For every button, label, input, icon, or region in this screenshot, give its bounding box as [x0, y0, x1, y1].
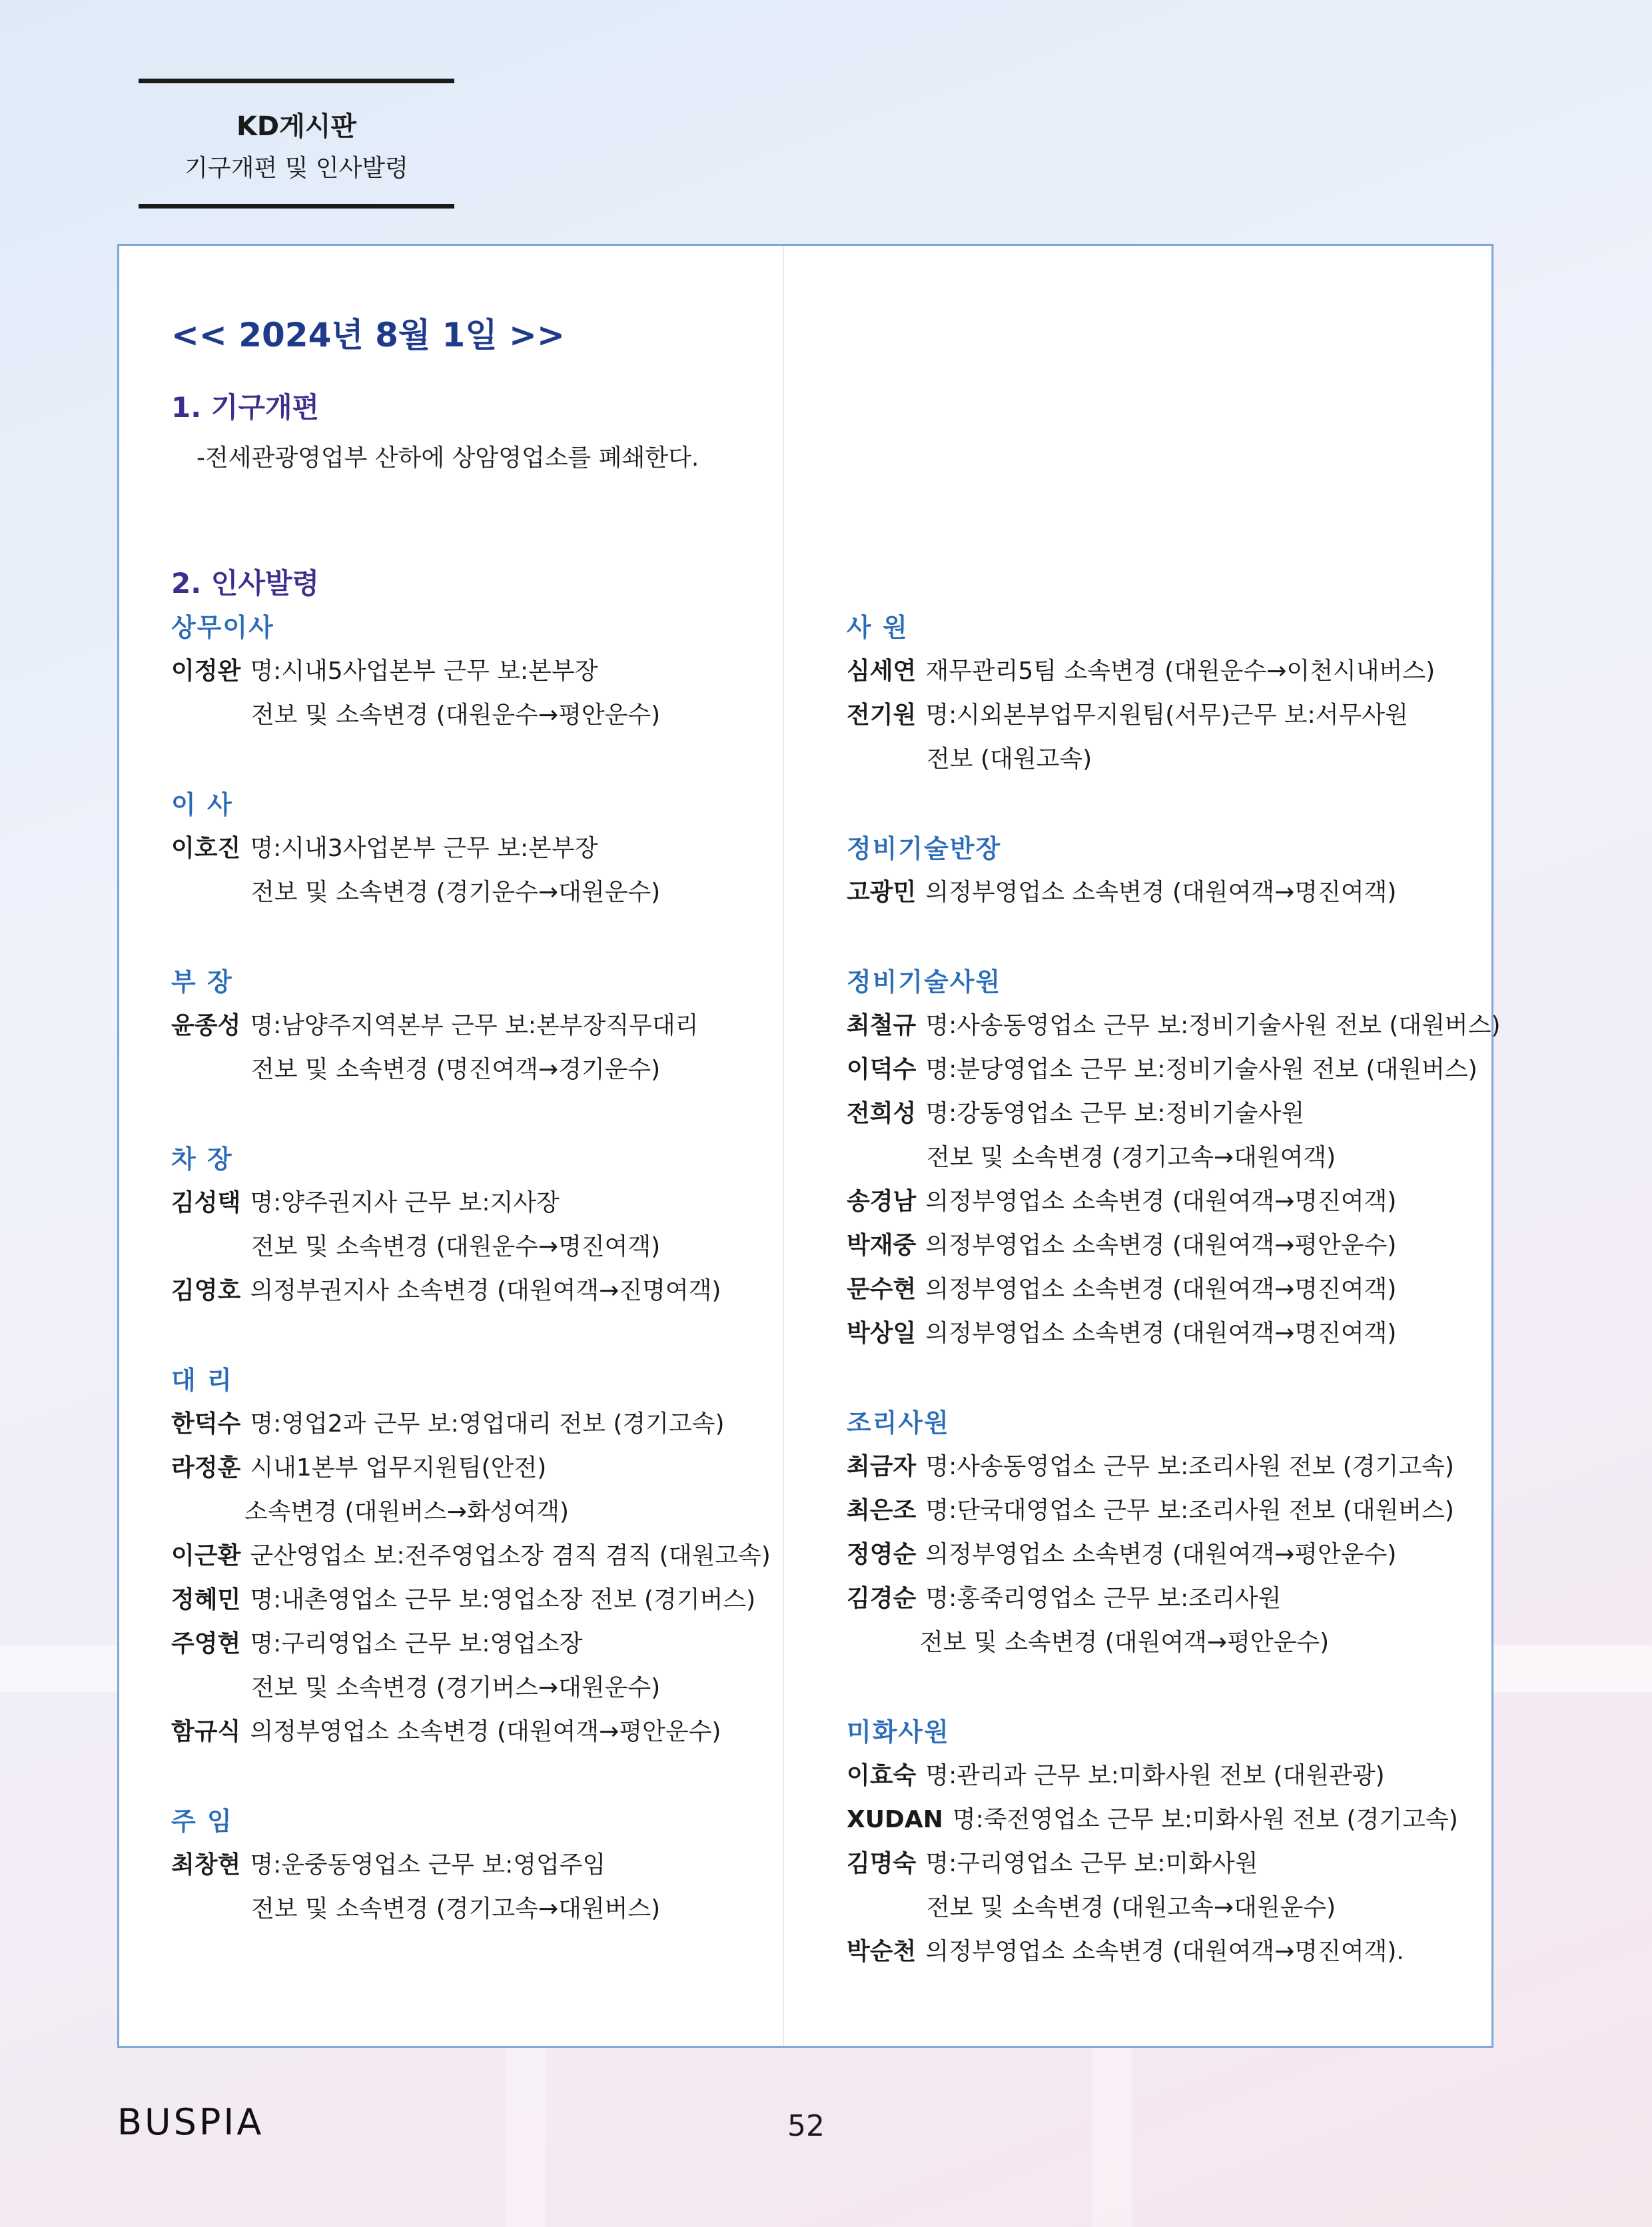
appointment-detail: 명:시외본부업무지원팀(서무)근무 보:서무사원	[925, 701, 1408, 729]
appointment-detail: 재무관리5팀 소속변경 (대원운수→이천시내버스)	[925, 658, 1436, 685]
person-name: 이덕수	[847, 1056, 917, 1083]
person-name: 이호진	[171, 835, 241, 862]
appointment-detail: 명:사송동영업소 근무 보:정비기술사원 전보 (대원버스)	[925, 1012, 1501, 1039]
appointment-detail: 명:운중동영업소 근무 보:영업주임	[250, 1851, 606, 1879]
appointment-entry	[171, 1843, 771, 1887]
category-heading: 차 장	[171, 1144, 233, 1174]
category-heading: 조리사원	[847, 1408, 950, 1438]
appointment-detail: 명:시내3사업본부 근무 보:본부장	[250, 835, 598, 862]
appointment-detail: 의정부영업소 소속변경 (대원여객→명진여객)	[925, 1320, 1397, 1347]
appointment-detail: 군산영업소 보:전주영업소장 겸직 겸직 (대원고속)	[250, 1542, 771, 1569]
category-heading: 대 리	[171, 1366, 233, 1395]
appointment-entry	[847, 1533, 1486, 1577]
date-heading: << 2024년 8월 1일 >>	[171, 316, 565, 354]
appointment-detail: 명:내촌영업소 근무 보:영업소장 전보 (경기버스)	[250, 1586, 756, 1613]
appointment-detail-continued: 전보 및 소속변경 (경기버스→대원운수)	[251, 1674, 661, 1701]
category-heading: 상무이사	[171, 613, 274, 642]
person-name: 전희성	[847, 1100, 917, 1127]
category-heading: 미화사원	[847, 1717, 950, 1747]
appointment-detail: 명:시내5사업본부 근무 보:본부장	[250, 658, 598, 685]
page-number: 52	[787, 2109, 825, 2143]
appointment-detail: 명:관리과 근무 보:미화사원 전보 (대원관광)	[925, 1762, 1385, 1789]
person-name: 박재중	[847, 1232, 917, 1259]
person-name: 박상일	[847, 1320, 917, 1347]
person-name: 정영순	[847, 1541, 917, 1568]
appointment-entry	[171, 650, 771, 693]
appointment-entry	[171, 827, 771, 871]
appointment-detail: 명:단국대영업소 근무 보:조리사원 전보 (대원버스)	[925, 1497, 1454, 1524]
appointment-detail: 명:홍죽리영업소 근무 보:조리사원	[925, 1585, 1282, 1612]
appointment-entry	[847, 1798, 1486, 1842]
person-name: 윤종성	[171, 1012, 241, 1039]
person-name: 최은조	[847, 1497, 917, 1524]
appointment-detail: 명:구리영업소 근무 보:미화사원	[925, 1850, 1258, 1877]
appointment-entry	[847, 1842, 1486, 1886]
person-name: 함규식	[171, 1718, 241, 1745]
appointment-detail: 명:구리영업소 근무 보:영업소장	[250, 1630, 583, 1657]
appointment-entry	[171, 1181, 771, 1225]
appointment-entry	[847, 1180, 1486, 1224]
reorganization-note: -전세관광영업부 산하에 상암영업소를 폐쇄한다.	[197, 444, 699, 472]
appointment-detail: 명:양주권지사 근무 보:지사장	[250, 1189, 560, 1216]
person-name: 문수현	[847, 1276, 917, 1303]
person-name: XUDAN	[847, 1806, 943, 1833]
appointment-detail-continued: 전보 및 소속변경 (대원고속→대원운수)	[927, 1894, 1336, 1921]
appointment-detail-continued: 전보 및 소속변경 (경기고속→대원버스)	[251, 1895, 661, 1923]
appointments-left-column	[171, 606, 771, 1931]
appointment-detail: 명:분당영업소 근무 보:정비기술사원 전보 (대원버스)	[925, 1056, 1477, 1083]
appointment-detail: 의정부영업소 소속변경 (대원여객→명진여객).	[925, 1938, 1404, 1965]
appointment-entry	[847, 1312, 1486, 1356]
appointment-entry	[847, 1224, 1486, 1268]
person-name: 전기원	[847, 701, 917, 729]
category-heading: 부 장	[171, 967, 233, 997]
person-name: 김경순	[847, 1585, 917, 1612]
header-top-rule	[139, 79, 454, 83]
category-heading: 사 원	[847, 613, 909, 642]
person-name: 최창현	[171, 1851, 241, 1879]
appointment-entry	[847, 1268, 1486, 1312]
person-name: 한덕수	[171, 1410, 241, 1438]
section-title-reorganization: 1. 기구개편	[171, 391, 320, 424]
person-name: 이근환	[171, 1542, 241, 1569]
appointment-entry	[847, 693, 1486, 737]
column-divider	[783, 246, 784, 2046]
appointment-detail: 명:남양주지역본부 근무 보:본부장직무대리	[250, 1012, 699, 1039]
person-name: 송경남	[847, 1188, 917, 1215]
appointment-detail: 의정부영업소 소속변경 (대원여객→평안운수)	[925, 1541, 1397, 1568]
appointment-detail-continued: 전보 및 소속변경 (대원여객→평안운수)	[920, 1629, 1330, 1656]
appointment-detail: 의정부영업소 소속변경 (대원여객→평안운수)	[250, 1718, 721, 1745]
person-name: 이정완	[171, 658, 241, 685]
appointment-entry	[171, 1446, 771, 1490]
appointment-detail: 의정부영업소 소속변경 (대원여객→명진여객)	[925, 879, 1397, 906]
section-title-appointments: 2. 인사발령	[171, 567, 320, 600]
content-panel	[117, 244, 1501, 2048]
appointment-entry	[171, 1269, 771, 1313]
appointment-detail: 의정부영업소 소속변경 (대원여객→명진여객)	[925, 1276, 1397, 1303]
appointment-entry	[847, 1930, 1486, 1974]
appointment-detail: 명:영업2과 근무 보:영업대리 전보 (경기고속)	[250, 1410, 725, 1438]
buspia-logo: BUSPIA	[117, 2101, 264, 2143]
appointment-detail: 명:강동영업소 근무 보:정비기술사원	[925, 1100, 1305, 1127]
appointment-entry	[171, 1578, 771, 1622]
person-name: 최철규	[847, 1012, 917, 1039]
appointment-detail-continued: 전보 및 소속변경 (경기운수→대원운수)	[251, 879, 661, 906]
person-name: 정혜민	[171, 1586, 241, 1613]
appointment-entry	[847, 871, 1486, 915]
appointment-detail-continued: 전보 및 소속변경 (명진여객→경기운수)	[251, 1056, 661, 1083]
appointment-detail: 시내1본부 업무지원팀(안전)	[250, 1454, 547, 1482]
appointment-detail-continued: 전보 (대원고속)	[927, 745, 1092, 773]
appointment-entry	[171, 1622, 771, 1666]
header-subtitle: 기구개편 및 인사발령	[185, 155, 408, 182]
appointment-entry	[847, 1489, 1486, 1533]
appointment-detail: 의정부영업소 소속변경 (대원여객→평안운수)	[925, 1232, 1397, 1259]
appointment-detail-continued: 전보 및 소속변경 (대원운수→평안운수)	[251, 701, 661, 729]
person-name: 김영호	[171, 1277, 241, 1304]
person-name: 김성택	[171, 1189, 241, 1216]
appointment-entry	[171, 1534, 771, 1578]
appointment-entry	[847, 1577, 1486, 1621]
appointment-detail: 명:사송동영업소 근무 보:조리사원 전보 (경기고속)	[925, 1453, 1454, 1480]
page-header	[139, 79, 454, 209]
appointment-detail-continued: 소속변경 (대원버스→화성여객)	[244, 1498, 570, 1526]
appointment-detail: 의정부권지사 소속변경 (대원여객→진명여객)	[250, 1277, 721, 1304]
appointments-right-column	[847, 606, 1501, 1974]
person-name: 박순천	[847, 1938, 917, 1965]
appointment-entry	[847, 1092, 1486, 1136]
category-heading: 주 임	[171, 1807, 233, 1836]
appointment-entry	[171, 1402, 771, 1446]
appointment-entry	[847, 650, 1486, 693]
person-name: 라정훈	[171, 1454, 241, 1482]
header-bottom-rule	[139, 204, 454, 209]
person-name: 고광민	[847, 879, 917, 906]
appointment-entry	[171, 1710, 771, 1754]
header-title: KD게시판	[236, 111, 357, 142]
appointment-detail: 의정부영업소 소속변경 (대원여객→명진여객)	[925, 1188, 1397, 1215]
appointment-entry	[847, 1754, 1486, 1798]
appointment-entry	[171, 1004, 771, 1048]
category-heading: 정비기술사원	[847, 967, 1002, 997]
appointment-detail-continued: 전보 및 소속변경 (경기고속→대원여객)	[927, 1144, 1336, 1171]
category-heading: 이 사	[171, 790, 233, 819]
appointment-entry	[847, 1048, 1486, 1092]
person-name: 주영현	[171, 1630, 241, 1657]
category-heading: 정비기술반장	[847, 834, 1002, 863]
appointment-detail: 명:죽전영업소 근무 보:미화사원 전보 (경기고속)	[952, 1806, 1458, 1833]
person-name: 심세연	[847, 658, 917, 685]
person-name: 김명숙	[847, 1850, 917, 1877]
person-name: 이효숙	[847, 1762, 917, 1789]
appointment-entry	[847, 1445, 1486, 1489]
person-name: 최금자	[847, 1453, 917, 1480]
appointment-entry	[847, 1004, 1501, 1048]
appointment-detail-continued: 전보 및 소속변경 (대원운수→명진여객)	[251, 1233, 661, 1260]
